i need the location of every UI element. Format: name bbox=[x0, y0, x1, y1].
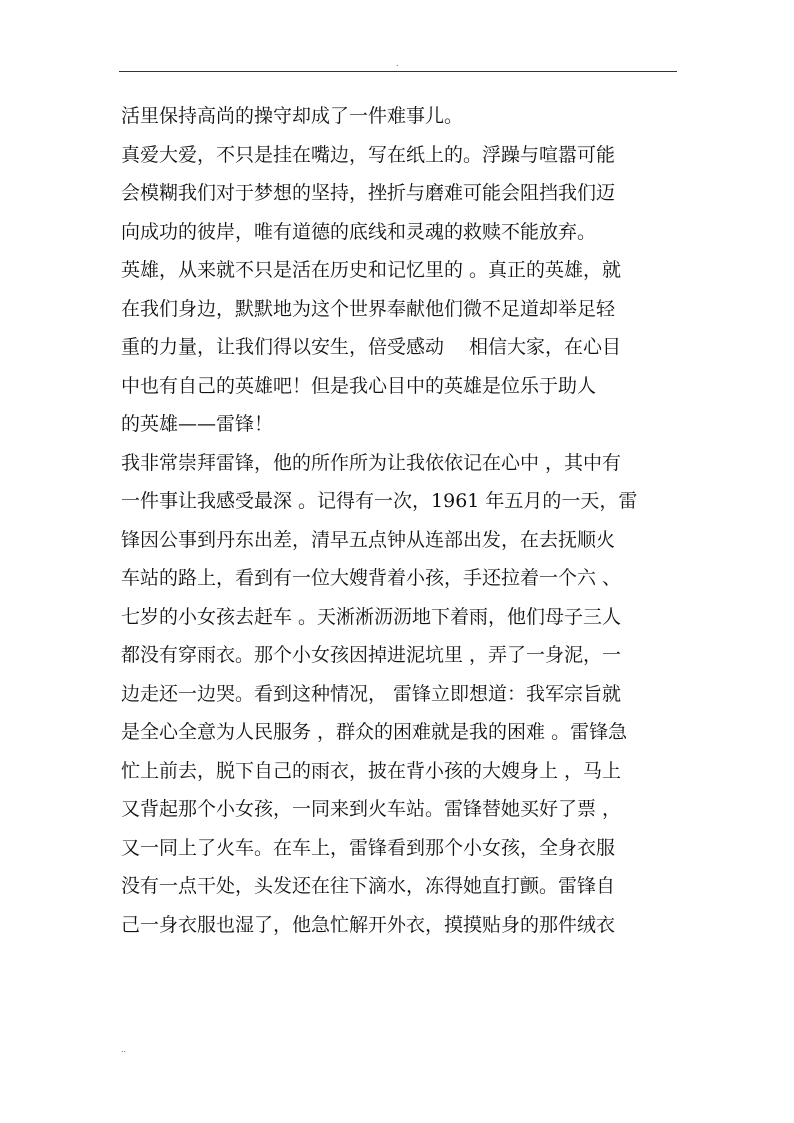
text-line-9: 的英雄——雷锋！ bbox=[121, 413, 274, 435]
text-line-6: 在我们身边，默默地为这个世界奉献他们微不足道却举足轻 bbox=[121, 297, 616, 320]
header-mark: . bbox=[396, 59, 399, 68]
text-line-16: 边走还一边哭。看到这种情况， 雷锋立即想道：我军宗旨就 bbox=[121, 682, 622, 705]
text-line-18: 忙上前去，脱下自己的雨衣，披在背小孩的大嫂身上 ，马上 bbox=[121, 759, 622, 782]
text-line-4: 向成功的彼岸，唯有道德的底线和灵魂的救赎不能放弃。 bbox=[121, 220, 597, 243]
text-line-3: 会模糊我们对于梦想的坚持，挫折与磨难可能会阻挡我们迈 bbox=[121, 182, 616, 204]
footer-mark: .. bbox=[121, 1045, 127, 1054]
text-line-22: 己一身衣服也湿了，他急忙解开外衣，摸摸贴身的那件绒衣 bbox=[121, 913, 616, 936]
text-line-20: 又一同上了火车。在车上，雷锋看到那个小女孩，全身衣服 bbox=[121, 836, 616, 859]
text-line-7: 重的力量，让我们得以安生，倍受感动 相信大家，在心目 bbox=[121, 336, 622, 358]
header-rule bbox=[119, 71, 677, 72]
text-line-10: 我非常崇拜雷锋，他的所作所为让我依依记在心中 ，其中有 bbox=[121, 451, 622, 474]
text-line-15: 都没有穿雨衣。那个小女孩因掉进泥坑里 ，弄了一身泥，一 bbox=[121, 644, 622, 666]
text-line-13: 车站的路上，看到有一位大嫂背着小孩，手还拉着一个六 、 bbox=[121, 567, 622, 589]
text-line-19: 又背起那个小女孩，一同来到火车站。雷锋替她买好了票 ， bbox=[121, 798, 622, 820]
text-line-11: 一件事让我感受最深 。记得有一次，1961 年五月的一天，雷 bbox=[121, 490, 638, 512]
text-line-17: 是全心全意为人民服务 ，群众的困难就是我的困难 。雷锋急 bbox=[121, 721, 628, 743]
document-body bbox=[121, 97, 677, 944]
text-line-1: 活里保持高尚的操守却成了一件难事儿。 bbox=[121, 105, 464, 127]
text-line-21: 没有一点干处，头发还在往下滴水，冻得她直打颤。雷锋自 bbox=[121, 875, 616, 897]
text-line-8: 中也有自己的英雄吧！但是我心目中的英雄是位乐于助人 bbox=[121, 374, 597, 397]
text-line-14: 七岁的小女孩去赶车 。天淅淅沥沥地下着雨，他们母子三人 bbox=[121, 605, 622, 628]
text-line-2: 真爱大爱，不只是挂在嘴边，写在纸上的。浮躁与喧嚣可能 bbox=[121, 143, 616, 166]
text-line-5: 英雄，从来就不只是活在历史和记忆里的 。真正的英雄，就 bbox=[121, 259, 622, 281]
text-line-12: 锋因公事到丹东出差，清早五点钟从连部出发，在去抚顺火 bbox=[121, 528, 616, 551]
